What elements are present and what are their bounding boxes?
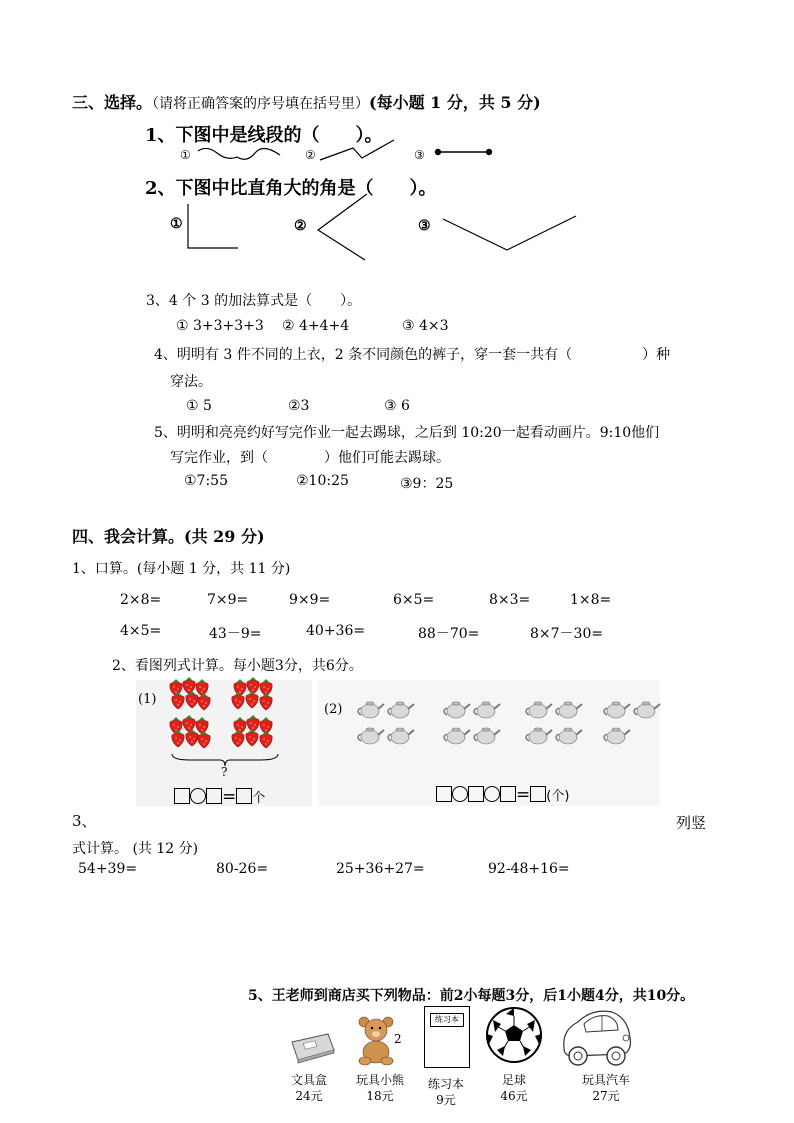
section3-title: 三、选择。	[72, 93, 153, 112]
item-price: 27元	[592, 1089, 620, 1103]
item-name: 玩具小熊	[355, 1073, 404, 1087]
obtuse-angle-figure	[440, 212, 580, 254]
item-teddy-bear	[350, 1072, 410, 1104]
calc-item: 1×8=	[570, 592, 612, 608]
q2-opt3: ③	[418, 218, 431, 234]
q1-opt1: ①	[180, 148, 191, 162]
picture-1-label: (1)	[138, 692, 157, 707]
curve-line-figure	[195, 143, 285, 169]
q1-opt2: ②	[305, 148, 316, 162]
answer-box[interactable]	[174, 788, 190, 804]
vertical-calc-number: 3、	[72, 812, 97, 830]
item-price: 9元	[436, 1093, 456, 1107]
teapots-figure	[356, 697, 668, 749]
q3-opt2: ② 4+4+4	[282, 318, 350, 334]
calc-item: 6×5=	[393, 592, 435, 608]
q4-opt1: ① 5	[186, 398, 212, 414]
operator-circle[interactable]	[484, 786, 500, 802]
calc-item: 9×9=	[289, 592, 331, 608]
picture-2-unit: (个)	[546, 789, 570, 804]
bear-number: 2	[394, 1032, 402, 1046]
item-pencil-box	[284, 1072, 334, 1104]
calc-item: 8×3=	[489, 592, 531, 608]
picture-2-label: (2)	[324, 702, 343, 717]
q1-opt3: ③	[414, 148, 425, 162]
acute-angle-figure	[315, 192, 371, 264]
picture-1-unit: 个	[252, 791, 266, 806]
pencil-box-icon	[288, 1028, 338, 1064]
q2-text: 2、下图中比直角大的角是（ ）。	[145, 178, 437, 199]
vertical-item: 92-48+16=	[488, 861, 570, 877]
section3-score: (每小题 1 分，共 5 分)	[369, 93, 541, 112]
section3-note: （请将正确答案的序号填在括号里）	[152, 96, 370, 112]
answer-box[interactable]	[500, 786, 516, 802]
toy-car-icon	[558, 1004, 634, 1070]
calc-item: 4×5=	[120, 623, 162, 639]
item-price: 46元	[500, 1089, 528, 1103]
q4-opt2: ②3	[288, 398, 310, 414]
q2-opt2: ②	[294, 218, 307, 234]
calc-item: 40+36=	[306, 623, 366, 639]
q5-line2: 写完作业，到（ ）他们可能去踢球。	[170, 450, 450, 466]
item-name: 文具盒	[290, 1073, 327, 1087]
q5-opt1: ①7:55	[184, 473, 228, 489]
vertical-calc-title: 式计算。 (共 12 分)	[72, 841, 199, 857]
answer-box[interactable]	[530, 786, 546, 802]
oral-calc-title: 1、口算。(每小题 1 分，共 11 分)	[72, 561, 291, 577]
q5-opt3: ③9：25	[400, 476, 454, 492]
vertical-item: 25+36+27=	[336, 861, 425, 877]
picture-1-question: ?	[221, 765, 228, 779]
item-name: 玩具汽车	[581, 1073, 630, 1087]
q2-opt1: ①	[170, 216, 183, 232]
q4-opt3: ③ 6	[384, 398, 410, 414]
calc-item: 43－9=	[209, 626, 262, 642]
item-name: 足球	[501, 1073, 526, 1087]
operator-circle[interactable]	[452, 786, 468, 802]
right-angle-figure	[186, 202, 242, 252]
section4-title: 四、我会计算。(共 29 分)	[72, 527, 265, 546]
calc-item: 88－70=	[418, 626, 480, 642]
item-notebook	[420, 1076, 472, 1108]
q3-text: 3、4 个 3 的加法算式是（ ）。	[146, 293, 362, 309]
notebook-label: 练习本	[430, 1013, 464, 1027]
q3-opt1: ① 3+3+3+3	[176, 318, 264, 334]
broken-line-figure	[318, 136, 398, 166]
section3-heading	[72, 90, 541, 113]
q4-line1: 4、明明有 3 件不同的上衣，2 条不同颜色的裤子，穿一套一共有（ ）种	[154, 347, 671, 363]
answer-box[interactable]	[436, 786, 452, 802]
strawberries-figure	[168, 675, 280, 757]
q5-opt2: ②10:25	[296, 473, 349, 489]
vertical-calc-tail: 列竖	[676, 814, 707, 832]
picture-calc-title: 2、看图列式计算。每小题3分，共6分。	[112, 658, 363, 674]
item-price: 24元	[295, 1089, 323, 1103]
item-toy-car	[574, 1072, 638, 1104]
calc-item: 2×8=	[120, 592, 162, 608]
answer-formula-1: = 个	[174, 787, 265, 807]
answer-formula-2: = (个)	[436, 785, 569, 805]
q4-line2: 穿法。	[170, 374, 212, 390]
notebook-icon	[424, 1006, 470, 1068]
shopping-title: 5、王老师到商店买下列物品：前2小每题3分，后1小题4分，共10分。	[248, 988, 695, 1004]
operator-circle[interactable]	[190, 788, 206, 804]
answer-box[interactable]	[206, 788, 222, 804]
segment-figure	[434, 146, 494, 158]
q3-opt3: ③ 4×3	[402, 318, 449, 334]
answer-box[interactable]	[468, 786, 484, 802]
item-name: 练习本	[427, 1077, 464, 1091]
q1-text: 1、下图中是线段的（ ）。	[145, 125, 383, 146]
item-price: 18元	[366, 1089, 394, 1103]
soccer-ball-icon	[485, 1006, 543, 1064]
q5-line1: 5、明明和亮亮约好写完作业一起去踢球，之后到 10:20一起看动画片。9:10他们	[154, 425, 660, 441]
answer-box[interactable]	[236, 788, 252, 804]
calc-item: 7×9=	[207, 592, 249, 608]
calc-item: 8×7－30=	[530, 626, 604, 642]
vertical-item: 80-26=	[216, 861, 269, 877]
vertical-item: 54+39=	[78, 861, 138, 877]
item-soccer-ball	[494, 1072, 534, 1104]
